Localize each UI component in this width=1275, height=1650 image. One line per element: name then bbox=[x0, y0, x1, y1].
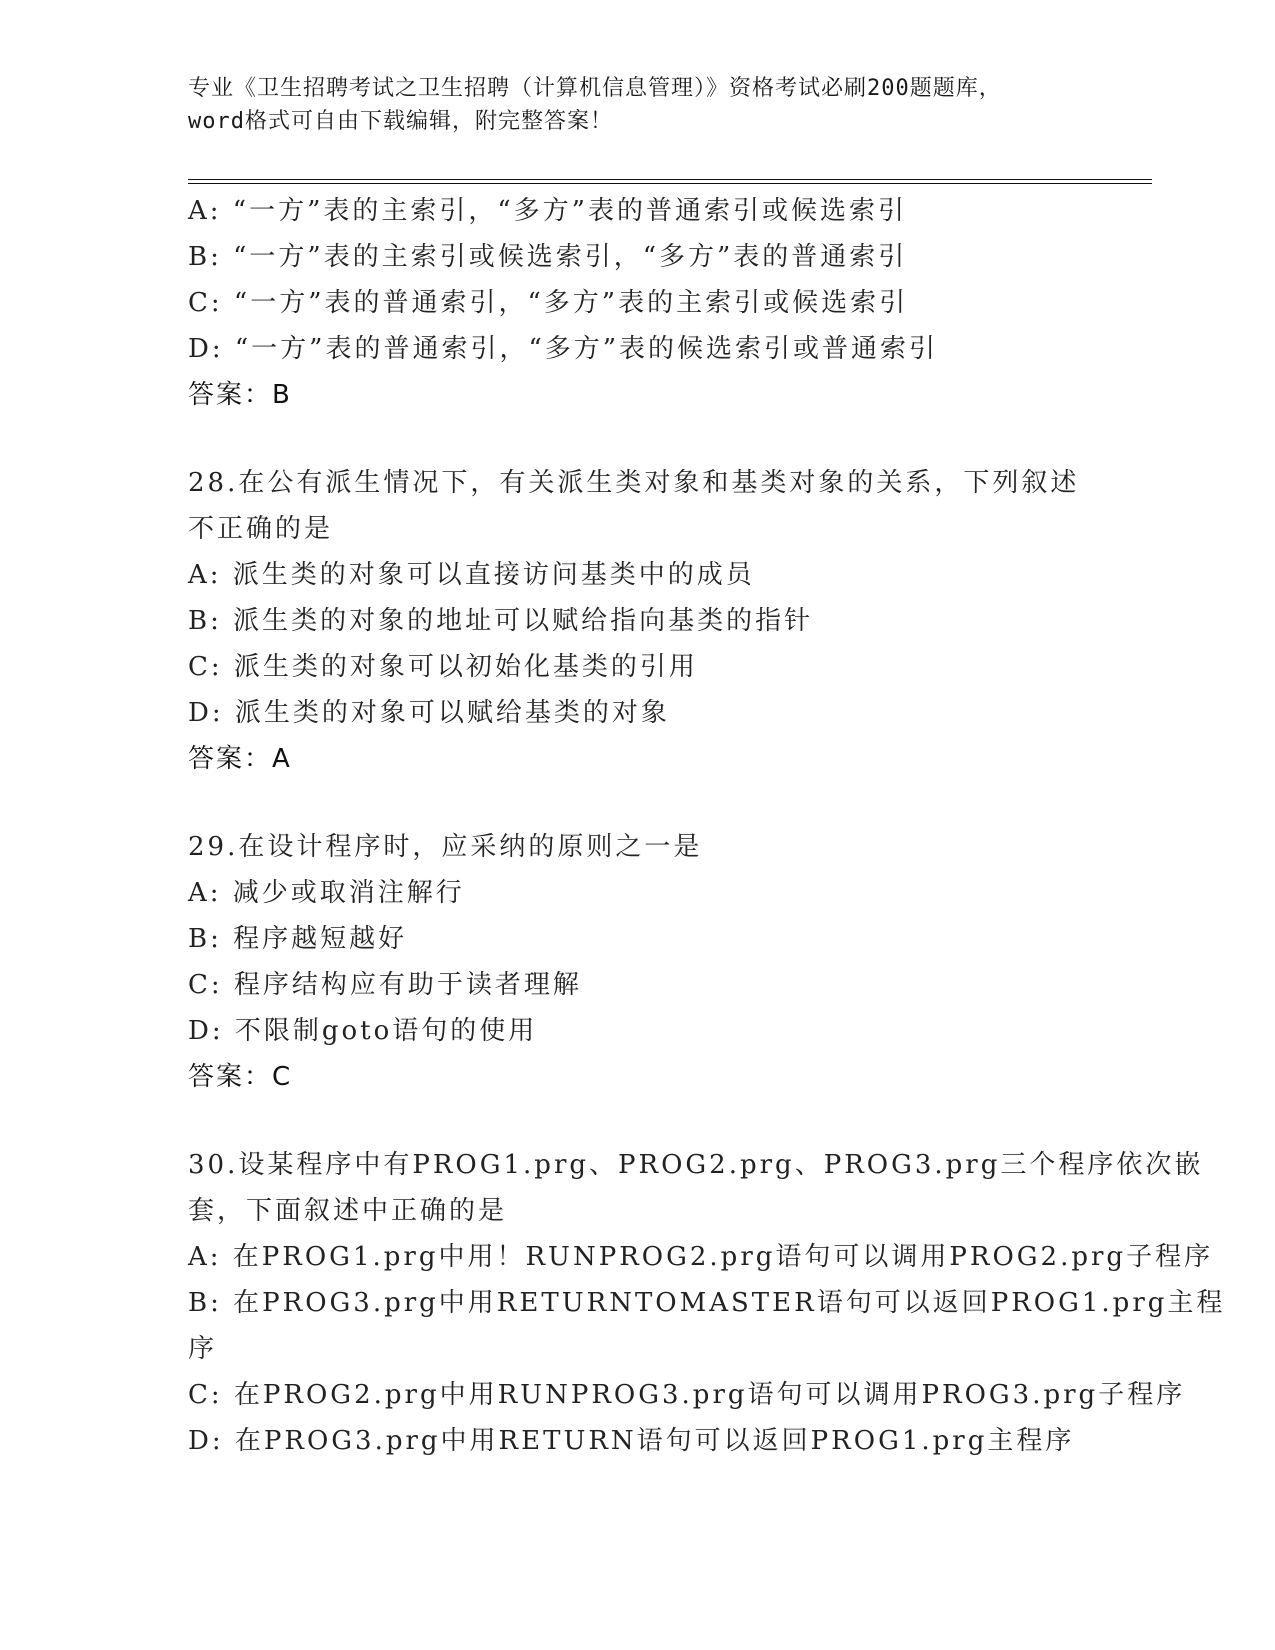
header-double-rule bbox=[188, 179, 1152, 184]
option-b: B: 派生类的对象的地址可以赋给指向基类的指针 bbox=[188, 606, 814, 636]
option-c: C: “一方”表的普通索引，“多方”表的主索引或候选索引 bbox=[188, 288, 909, 318]
option-d: D: 派生类的对象可以赋给基类的对象 bbox=[188, 698, 670, 728]
header-title-line-1: 专业《卫生招聘考试之卫生招聘（计算机信息管理）》资格考试必刷200题题库， bbox=[188, 76, 1002, 101]
question-30 bbox=[188, 1142, 1226, 1464]
option-c: C: 程序结构应有助于读者理解 bbox=[188, 970, 582, 1000]
option-b: B: 程序越短越好 bbox=[188, 924, 408, 954]
question-stem-line-1: 28.在公有派生情况下，有关派生类对象和基类对象的关系，下列叙述 bbox=[188, 468, 1080, 498]
option-d: D: 在PROG3.prg中用RETURN语句可以返回PROG1.prg主程序 bbox=[188, 1426, 1075, 1456]
option-a: A: 派生类的对象可以直接访问基类中的成员 bbox=[188, 560, 755, 590]
option-a: A: “一方”表的主索引，“多方”表的普通索引或候选索引 bbox=[188, 196, 907, 226]
question-stem-line-1: 30.设某程序中有PROG1.prg、PROG2.prg、PROG3.prg三个程序依次嵌 bbox=[188, 1150, 1204, 1180]
spacer bbox=[188, 418, 1088, 460]
option-a: A: 减少或取消注解行 bbox=[188, 878, 465, 908]
answer: 答案：B bbox=[188, 380, 292, 410]
answer: 答案：C bbox=[188, 1062, 293, 1092]
question-stem-line-2: 不正确的是 bbox=[188, 514, 334, 544]
spacer bbox=[188, 1100, 1088, 1142]
option-a: A: 在PROG1.prg中用！RUNPROG2.prg语句可以调用PROG2.prg子程序 bbox=[188, 1242, 1214, 1272]
option-b: B: 在PROG3.prg中用RETURNTOMASTER语句可以返回PROG1.prg主程 bbox=[188, 1288, 1226, 1318]
option-b: B: “一方”表的主索引或候选索引，“多方”表的普通索引 bbox=[188, 242, 908, 272]
question-28 bbox=[188, 460, 1088, 782]
option-d: D: 不限制goto语句的使用 bbox=[188, 1016, 538, 1046]
header-title-line-2: word格式可自由下载编辑，附完整答案！ bbox=[188, 109, 613, 134]
answer: 答案：A bbox=[188, 744, 292, 774]
question-stem-line-1: 29.在设计程序时，应采纳的原则之一是 bbox=[188, 832, 703, 862]
question-stem-line-2: 套，下面叙述中正确的是 bbox=[188, 1196, 508, 1226]
question-27 bbox=[188, 188, 1088, 418]
question-29 bbox=[188, 824, 1088, 1100]
page-header bbox=[188, 72, 1088, 138]
option-c: C: 派生类的对象可以初始化基类的引用 bbox=[188, 652, 698, 682]
option-b-continued: 序 bbox=[188, 1334, 218, 1364]
question-list bbox=[188, 188, 1226, 1464]
option-d: D: “一方”表的普通索引，“多方”表的候选索引或普通索引 bbox=[188, 334, 939, 364]
option-c: C: 在PROG2.prg中用RUNPROG3.prg语句可以调用PROG3.prg子程序 bbox=[188, 1380, 1186, 1410]
spacer bbox=[188, 782, 1088, 824]
